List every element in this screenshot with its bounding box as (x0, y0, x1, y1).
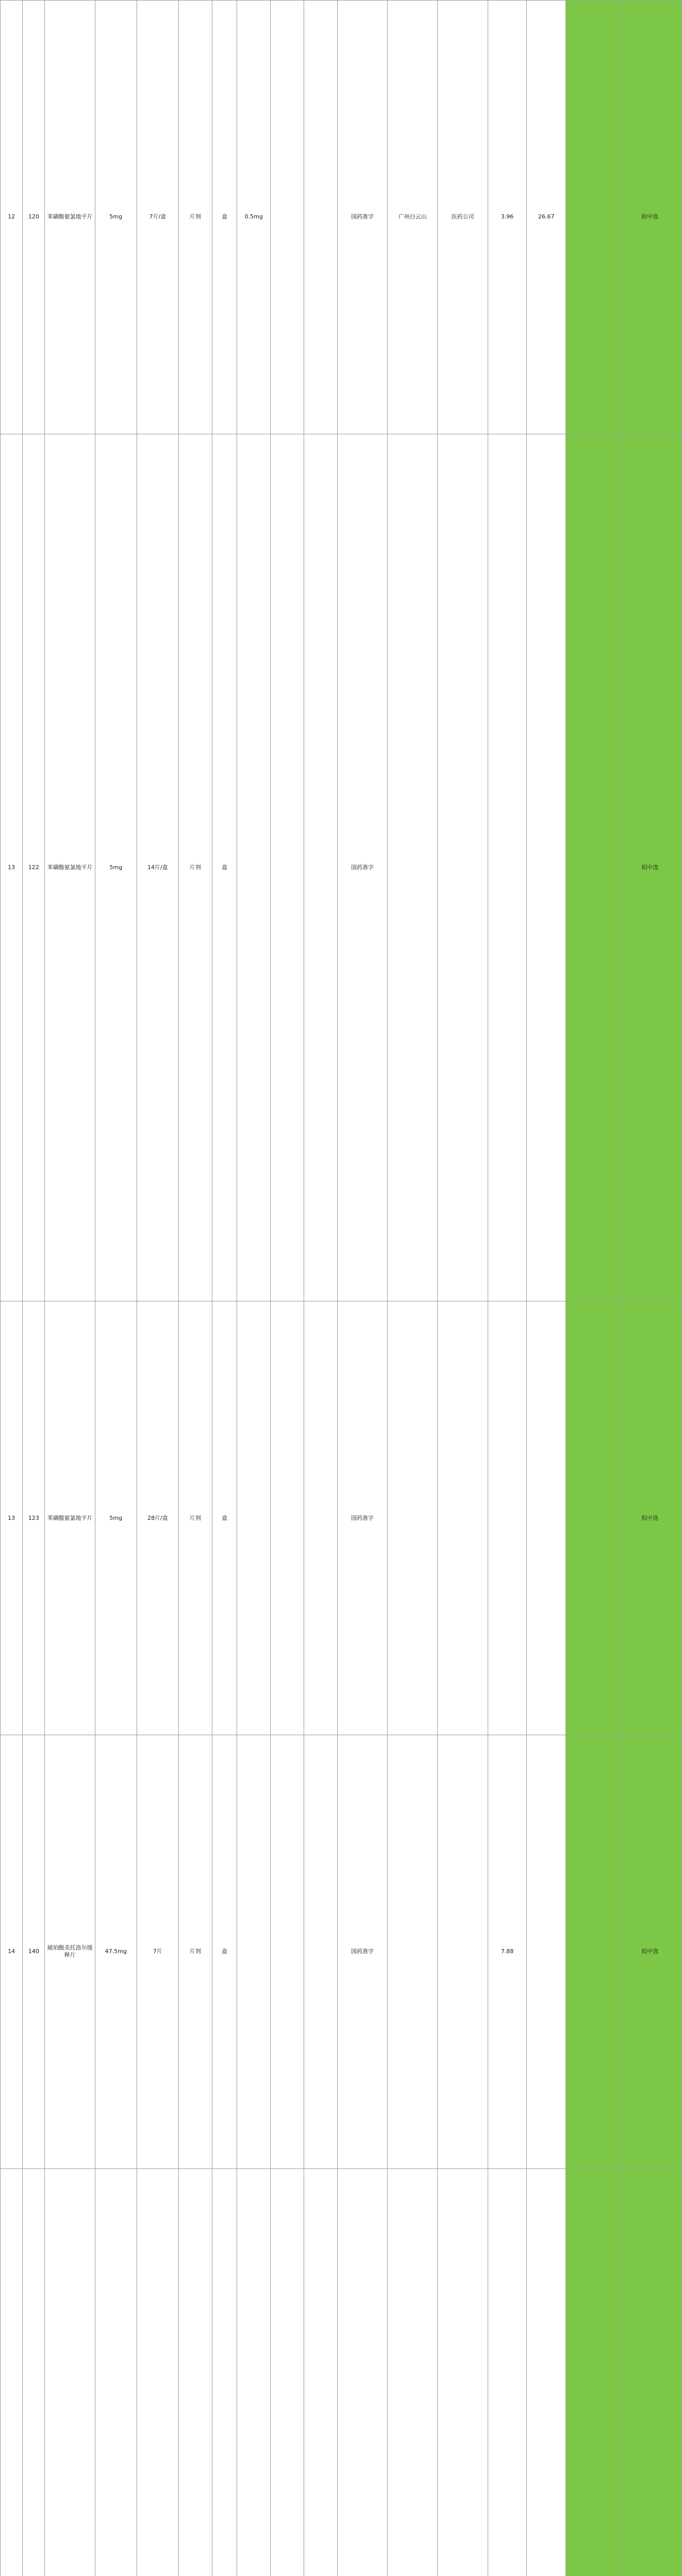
cell-spec: 5mg (95, 1, 137, 434)
cell-producer (388, 434, 438, 1301)
cell-producer: 广州白云山 (388, 1, 438, 434)
cell-seq: 14 (1, 1735, 23, 2169)
cell-pack: 7片 (137, 1735, 178, 2169)
cell-approval: 国药准字 (337, 1, 387, 434)
cell-origin (304, 434, 338, 1301)
cell-code: 123 (23, 1301, 45, 1735)
cell-company (271, 1301, 304, 1735)
cell-result (618, 2168, 681, 2576)
cell-form (178, 2168, 212, 2576)
cell-result: 拟中选 (618, 1301, 681, 1735)
cell-origin (304, 1301, 338, 1735)
cell-origin (304, 2168, 338, 2576)
cell-spec (95, 2168, 137, 2576)
cell-form: 片剂 (178, 1, 212, 434)
cell-producer (388, 1301, 438, 1735)
table-row (1, 1735, 682, 2169)
cell-dist (438, 1301, 488, 1735)
cell-company (271, 1, 304, 434)
cell-price: 7.88 (488, 1735, 527, 2169)
cell-seq: 12 (1, 1, 23, 434)
cell-dist (438, 2168, 488, 2576)
cell-company (271, 434, 304, 1301)
cell-qty (237, 1301, 271, 1735)
cell-bid (527, 2168, 566, 2576)
cell-bid: 26.67 (527, 1, 566, 434)
cell-dist (438, 1735, 488, 2169)
cell-producer (388, 1735, 438, 2169)
cell-spec: 47.5mg (95, 1735, 137, 2169)
cell-pack: 28片/盒 (137, 1301, 178, 1735)
cell-spec: 5mg (95, 434, 137, 1301)
cell-approval: 国药准字 (337, 434, 387, 1301)
cell-price (488, 434, 527, 1301)
cell-code (23, 2168, 45, 2576)
cell-unit: 盒 (212, 1735, 237, 2169)
cell-bid (527, 434, 566, 1301)
cell-pack: 14片/盒 (137, 434, 178, 1301)
cell-qty (237, 1735, 271, 2169)
cell-approval: 国药准字 (337, 1735, 387, 2169)
table-row (1, 2168, 682, 2576)
cell-name: 苯磺酸氨氯地平片 (45, 1301, 95, 1735)
cell-unit: 盒 (212, 434, 237, 1301)
cell-unit: 盒 (212, 1, 237, 434)
cell-seq: 13 (1, 1301, 23, 1735)
cell-name: 琥珀酸美托洛尔缓释片 (45, 1735, 95, 2169)
cell-bid (527, 1735, 566, 2169)
cell-origin (304, 1735, 338, 2169)
cell-approval (337, 2168, 387, 2576)
cell-form: 片剂 (178, 1735, 212, 2169)
cell-origin (304, 1, 338, 434)
cell-qty: 0.5mg (237, 1, 271, 434)
cell-form: 片剂 (178, 434, 212, 1301)
cell-code: 140 (23, 1735, 45, 2169)
cell-price (488, 1301, 527, 1735)
cell-result: 拟中选 (618, 434, 681, 1301)
cell-rate (566, 1735, 619, 2169)
table-row (1, 1, 682, 434)
cell-dist: 医药公司 (438, 1, 488, 434)
cell-producer (388, 2168, 438, 2576)
cell-qty (237, 2168, 271, 2576)
cell-name (45, 2168, 95, 2576)
cell-form: 片剂 (178, 1301, 212, 1735)
cell-unit (212, 2168, 237, 2576)
cell-bid (527, 1301, 566, 1735)
cell-name: 苯磺酸氨氯地平片 (45, 1, 95, 434)
cell-pack (137, 2168, 178, 2576)
cell-code: 120 (23, 1, 45, 434)
cell-spec: 5mg (95, 1301, 137, 1735)
cell-rate (566, 434, 619, 1301)
cell-name: 苯磺酸氨氯地平片 (45, 434, 95, 1301)
cell-dist (438, 434, 488, 1301)
cell-pack: 7片/盒 (137, 1, 178, 434)
cell-rate (566, 1, 619, 434)
cell-result: 拟中选 (618, 1735, 681, 2169)
cell-rate (566, 1301, 619, 1735)
cell-result: 拟中选 (618, 1, 681, 434)
table-row (1, 1301, 682, 1735)
cell-approval: 国药准字 (337, 1301, 387, 1735)
cell-seq (1, 2168, 23, 2576)
cell-unit: 盒 (212, 1301, 237, 1735)
cell-rate (566, 2168, 619, 2576)
table-row (1, 434, 682, 1301)
cell-qty (237, 434, 271, 1301)
cell-code: 122 (23, 434, 45, 1301)
cell-company (271, 1735, 304, 2169)
cell-price: 3.96 (488, 1, 527, 434)
cell-seq: 13 (1, 434, 23, 1301)
cell-company (271, 2168, 304, 2576)
cell-price (488, 2168, 527, 2576)
